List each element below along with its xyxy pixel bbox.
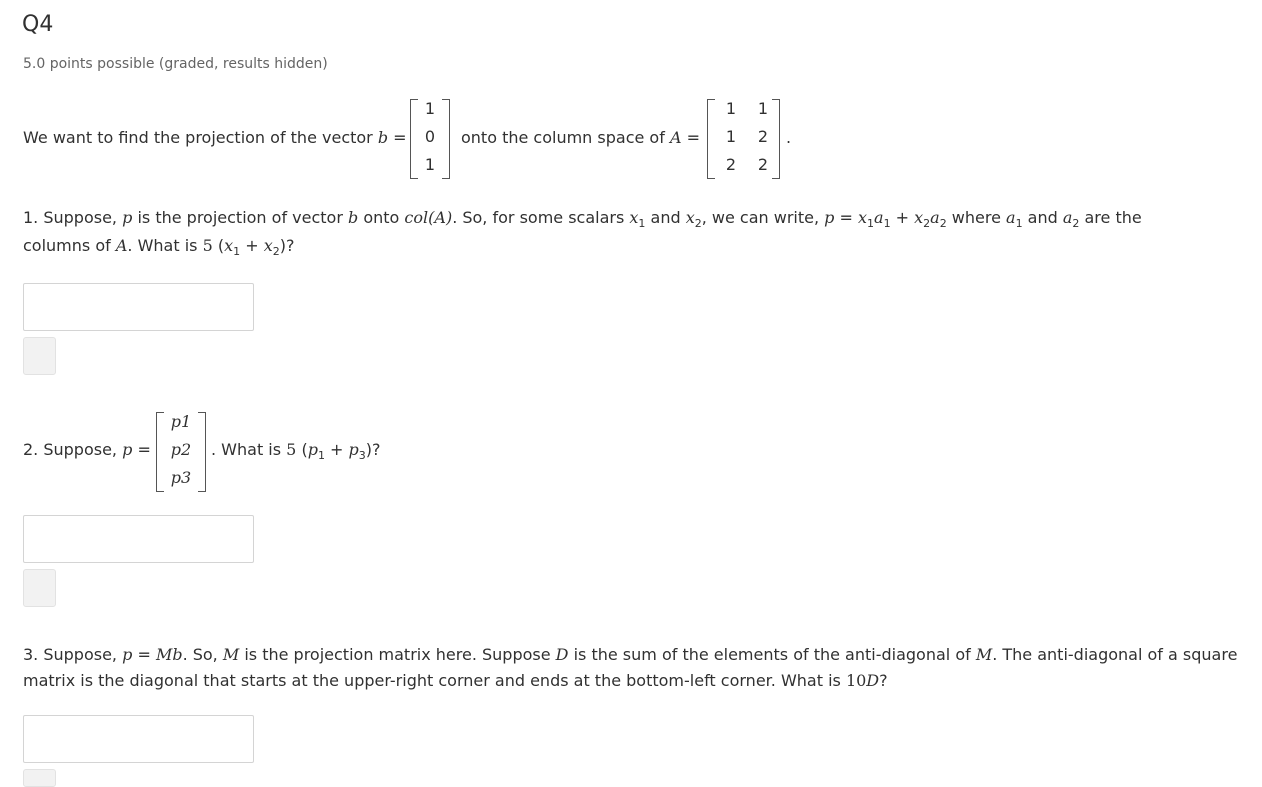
question-title: Q4 (22, 12, 54, 37)
q1-answer-input[interactable] (23, 283, 254, 331)
q2-submit-button[interactable] (23, 569, 56, 607)
intro-text-left: We want to find the projection of the vector b = (23, 128, 407, 147)
q3-answer-input[interactable] (23, 715, 254, 763)
vector-b: 1 0 1 (410, 99, 450, 179)
intro-text-middle: onto the column space of A = (461, 128, 700, 147)
q2-text-left: 2. Suppose, p = (23, 440, 151, 459)
q2-text-right: . What is 5 $(p_1 + p_3)$? (211, 440, 381, 462)
intro-period: . (786, 128, 792, 147)
points-label: 5.0 points possible (graded, results hidden) (23, 56, 328, 72)
q1-text-line1: 1. Suppose, p is the projection of vector b onto col(A). So, for some scalars $x_1$ and $x_2$, we can write, $p = x_1a_1 + x_2a_2$ where $a_1$ and $a_2$ are the (23, 208, 1142, 230)
q3-text-line2: matrix is the diagonal that starts at the upper-right corner and ends at the bottom-left corner. What is 10D? (23, 671, 888, 690)
q3-submit-button[interactable] (23, 769, 56, 787)
matrix-a: 1 1 1 2 2 2 (707, 99, 780, 179)
q3-text-line1: 3. Suppose, p = Mb. So, M is the projection matrix here. Suppose D is the sum of the elements of the anti-diagonal of M. The anti-diagonal of a square (23, 645, 1238, 664)
q2-answer-input[interactable] (23, 515, 254, 563)
q1-submit-button[interactable] (23, 337, 56, 375)
q1-text-line2: columns of A. What is 5 $(x_1 + x_2)$? (23, 236, 295, 258)
vector-p: p1 p2 p3 (156, 412, 206, 492)
